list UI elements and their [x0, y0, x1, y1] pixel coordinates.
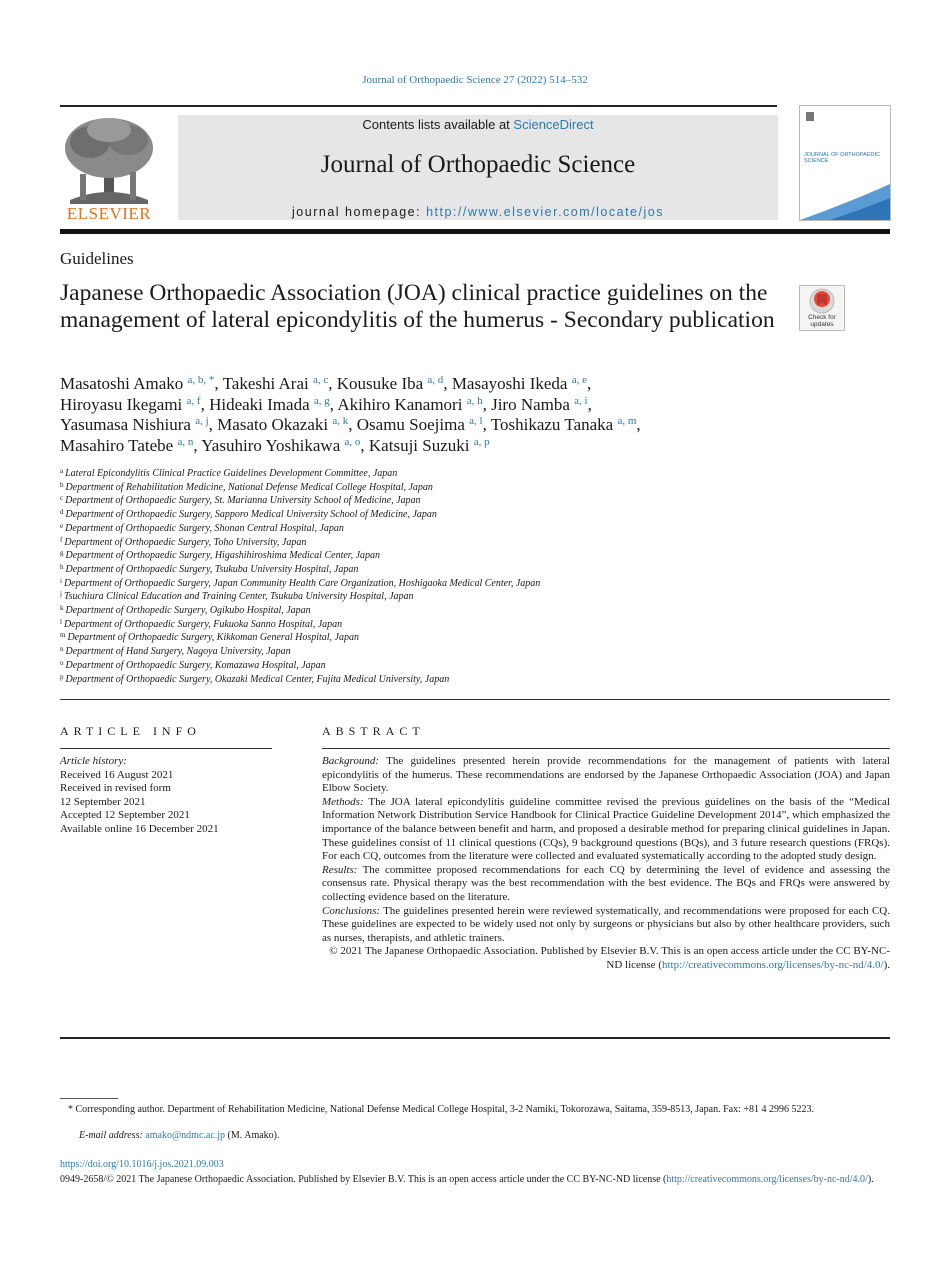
affiliation-item — [60, 508, 890, 522]
author-affiliation-marks[interactable]: a, h — [466, 394, 483, 407]
author-affiliation-marks[interactable]: a, n — [177, 435, 194, 448]
homepage-label: journal homepage: — [292, 205, 427, 219]
author-affiliation-marks[interactable]: a, k — [332, 415, 349, 427]
author-affiliation-marks[interactable]: a, i — [574, 394, 588, 407]
author-name: Osamu Soejima — [356, 415, 465, 434]
author — [491, 395, 588, 414]
affiliation-item — [60, 563, 890, 577]
author-affiliation-marks[interactable]: a, e — [571, 374, 587, 386]
background-text: The guidelines presented herein provide recommendations for the management of patients with lateral epicondylitis of the humerus. These recommendations are endorsed by the Japanese Orthopaedic Association (JOA) and Japan Elbow Society. — [322, 755, 890, 795]
email-line — [79, 1130, 280, 1141]
affiliation-text: Tsuchiura Clinical Education and Training Center, Tsukuba University Hospital, Japan — [63, 591, 414, 603]
author-affiliation-marks[interactable]: a, l — [469, 415, 483, 427]
author-name: Masayoshi Ikeda — [451, 374, 568, 393]
abstract-copyright — [322, 945, 890, 972]
affiliation-item — [60, 467, 890, 481]
conclusions-label: Conclusions: — [322, 904, 381, 917]
history-label: Article history: — [60, 755, 127, 767]
author-affiliation-marks[interactable]: a, o — [344, 435, 361, 448]
article-history — [60, 755, 290, 837]
affiliation-key: d — [60, 508, 64, 517]
footer-license-link[interactable]: http://creativecommons.org/licenses/by-nc-nd/4.0/ — [666, 1174, 868, 1185]
affiliations-rule — [60, 699, 890, 700]
affiliation-text: Department of Orthopaedic Surgery, Okazaki Medical Center, Fujita Medical University, Japan — [65, 673, 450, 685]
affiliation-item — [60, 645, 890, 659]
badge-label: Check for updates — [808, 314, 836, 328]
journal-banner — [178, 115, 778, 220]
affiliation-item — [60, 618, 890, 632]
author — [201, 436, 360, 455]
author-name: Hideaki Imada — [209, 394, 310, 414]
history-line: Received 16 August 2021 — [60, 768, 174, 781]
affiliation-text: Lateral Epicondylitis Clinical Practice Guidelines Development Committee, Japan — [65, 468, 398, 479]
homepage-link[interactable]: http://www.elsevier.com/locate/jos — [426, 205, 664, 219]
author-name: Hiroyasu Ikegami — [60, 394, 183, 414]
author-affiliation-marks[interactable]: a, d — [427, 374, 444, 386]
affiliation-item — [60, 631, 890, 645]
affiliation-text: Department of Orthopaedic Surgery, St. Marianna University School of Medicine, Japan — [65, 495, 421, 507]
author — [60, 374, 214, 393]
abstract-heading: ABSTRACT — [322, 724, 425, 738]
affiliation-key: b — [60, 480, 64, 489]
sciencedirect-link[interactable]: ScienceDirect — [513, 117, 594, 132]
affiliation-key: m — [60, 631, 66, 640]
issn-close: ). — [867, 1174, 874, 1185]
copyright-text: © 2021 The Japanese Orthopaedic Association. Published by Elsevier B.V. This is an open access article under the CC BY-NC-ND license ( — [329, 945, 890, 971]
author — [217, 415, 348, 434]
abstract-rule — [322, 748, 890, 749]
license-link[interactable]: http://creativecommons.org/licenses/by-nc-nd/4.0/ — [661, 958, 884, 971]
author-name: Yasumasa Nishiura — [60, 415, 191, 434]
affiliation-text: Department of Orthopaedic Surgery, Komazawa Hospital, Japan — [65, 659, 326, 671]
article-info-heading: ARTICLE INFO — [60, 724, 201, 738]
author — [60, 415, 209, 434]
author-affiliation-marks[interactable]: a, g — [313, 394, 330, 407]
affiliation-item — [60, 604, 890, 618]
author-list: Masatoshi Amako $^{a, b, *}$, Takeshi Arai $^{a, c}$, Kousuke Iba $^{a, d}$, Masayoshi Ikeda $^{a, e}$, Hiroyasu Ikegami $^{a, f}$, Hideaki Imada $^{a, g}$, Akihiro Kanamori $^{a, h}$, Jiro Namba $^{a, i}$, Yasumasa Nishiura $^{a, j}$, Masato Okazaki $^{a, k}$, Osamu Soejima $^{a, l}$, Toshikazu Tanaka $^{a, m}$, Masahiro Tatebe $^{a, n}$, Yasuhiro Yoshikawa $^{a, o}$, Katsuji Suzuki $^{a, p}$ — [60, 374, 641, 455]
elsevier-logo — [60, 114, 158, 222]
methods-text: The JOA lateral epicondylitis guideline committee revised the previous guidelines on the basis of the “Medical Information Network Distribution Service Handbook for Clinical Practice Guideline Development 2014”, which emphasized the importance of the balance between benefit and harm, and proposed a desirable method for preparing clinical guidelines in Japan. These guidelines consist of 11 clinical questions (CQs), 9 background questions (BQs), and 3 future research questions (FRQs). For each CQ, outcomes from the literature were collected and evaluated systematically according to the adopted study design. — [322, 795, 890, 863]
affiliation-item — [60, 590, 890, 604]
author-affiliation-marks[interactable]: a, p — [473, 435, 490, 448]
citation-link[interactable]: Journal of Orthopaedic Science 27 (2022) 514–532 — [362, 74, 588, 86]
masthead-bottom-rule — [60, 229, 890, 234]
affiliation-key: p — [60, 672, 64, 681]
history-line: Available online 16 December 2021 — [60, 822, 219, 835]
background-label: Background: — [322, 755, 380, 767]
results-label: Results: — [322, 863, 358, 876]
journal-cover-thumbnail[interactable] — [799, 105, 891, 221]
affiliation-list — [60, 467, 890, 686]
doi-link[interactable]: https://doi.org/10.1016/j.jos.2021.09.003 — [60, 1159, 224, 1170]
author-name: Kousuke Iba — [336, 374, 424, 393]
author — [452, 374, 587, 393]
email-link[interactable]: amako@ndmc.ac.jp — [145, 1130, 226, 1141]
article-info-rule — [60, 748, 272, 749]
affiliation-key: k — [60, 604, 64, 613]
author — [223, 374, 329, 393]
cover-brand: JOURNAL OF ORTHOPAEDIC SCIENCE — [804, 152, 880, 164]
author — [369, 436, 490, 455]
doi-line — [60, 1159, 224, 1170]
masthead-top-rule — [60, 105, 777, 107]
author-affiliation-marks[interactable]: a, c — [313, 374, 329, 386]
affiliation-text: Department of Orthopedic Surgery, Ogikubo Hospital, Japan — [65, 605, 311, 617]
author-name: Masato Okazaki — [217, 415, 329, 434]
author — [357, 415, 483, 434]
affiliation-key: h — [60, 562, 64, 571]
affiliation-item — [60, 494, 890, 508]
footnote-rule — [60, 1098, 118, 1099]
affiliation-text: Department of Orthopaedic Surgery, Shonan Central Hospital, Japan — [65, 522, 344, 534]
journal-name: Journal of Orthopaedic Science — [320, 151, 636, 178]
author — [337, 374, 444, 393]
affiliation-text: Department of Rehabilitation Medicine, National Defense Medical College Hospital, Japan — [65, 481, 433, 493]
author — [60, 395, 201, 414]
affiliation-key: e — [60, 521, 64, 530]
methods-label: Methods: — [322, 795, 364, 808]
affiliation-key: l — [60, 617, 62, 626]
author-affiliation-marks[interactable]: a, b, * — [187, 374, 215, 386]
author-name: Yasuhiro Yoshikawa — [201, 435, 341, 455]
contents-line — [178, 117, 778, 132]
affiliation-item — [60, 673, 890, 687]
affiliation-text: Department of Hand Surgery, Nagoya University, Japan — [65, 646, 291, 658]
email-suffix: (M. Amako). — [227, 1130, 280, 1141]
author-affiliation-marks[interactable]: a, f — [186, 394, 201, 407]
author-affiliation-marks[interactable]: a, j — [195, 415, 209, 427]
affiliation-key: j — [60, 590, 62, 599]
affiliation-text: Department of Orthopaedic Surgery, Tsukuba University Hospital, Japan — [65, 563, 359, 575]
history-line: 12 September 2021 — [60, 795, 146, 808]
article-title: Japanese Orthopaedic Association (JOA) clinical practice guidelines on the management of lateral epicondylitis of the humerus - Secondary publication — [60, 280, 775, 333]
affiliation-text: Department of Orthopaedic Surgery, Toho University, Japan — [64, 536, 307, 548]
affiliation-key: n — [60, 645, 64, 654]
author-name: Jiro Namba — [491, 394, 570, 414]
affiliation-key: c — [60, 494, 64, 503]
affiliation-key: f — [60, 535, 63, 544]
author-affiliation-marks[interactable]: a, m — [617, 415, 637, 427]
affiliation-text: Department of Orthopaedic Surgery, Japan Community Health Care Organization, Hoshigaoka Medical Center, Japan — [63, 577, 541, 589]
affiliation-item — [60, 549, 890, 563]
affiliation-text: Department of Orthopaedic Surgery, Kikkoman General Hospital, Japan — [67, 632, 359, 644]
affiliation-text: Department of Orthopaedic Surgery, Sapporo Medical University School of Medicine, Japan — [65, 509, 437, 521]
author — [337, 395, 482, 414]
author — [209, 395, 330, 414]
history-line: Received in revised form — [60, 782, 171, 795]
article-section-label: Guidelines — [60, 249, 134, 268]
copyright-close: ). — [883, 958, 890, 971]
affiliation-key: o — [60, 658, 64, 667]
abstract-methods — [322, 796, 890, 864]
affiliation-item — [60, 659, 890, 673]
check-for-updates-badge[interactable] — [799, 285, 845, 331]
affiliation-key: i — [60, 576, 62, 585]
affiliation-key: g — [60, 549, 64, 558]
history-line: Accepted 12 September 2021 — [60, 809, 190, 822]
author — [60, 436, 193, 455]
abstract-end-rule — [60, 1037, 890, 1039]
author — [491, 415, 637, 434]
author-name: Masahiro Tatebe — [60, 435, 174, 455]
email-label: E-mail address: — [79, 1130, 143, 1141]
elsevier-wordmark: ELSEVIER — [66, 204, 152, 223]
abstract-body — [322, 755, 890, 973]
author-name: Masatoshi Amako — [60, 374, 184, 393]
issn-license-line — [60, 1173, 890, 1187]
issn-text: 0949-2658/© 2021 The Japanese Orthopaedic Association. Published by Elsevier B.V. This is an open access article under the CC BY-NC-ND license ( — [60, 1174, 667, 1185]
homepage-line — [178, 205, 778, 219]
author-name: Toshikazu Tanaka — [490, 415, 614, 434]
affiliation-item — [60, 536, 890, 550]
abstract-background — [322, 755, 890, 796]
journal-citation[interactable] — [0, 74, 950, 86]
affiliation-key: a — [60, 467, 64, 475]
conclusions-text: The guidelines presented herein were reviewed systematically, and recommendations were proposed for each CQ. These guidelines are expected to be widely used not only by surgeons or physicians but also by other healthcare providers, such as nurses, therapists, and athletic trainers. — [322, 904, 890, 944]
affiliation-item — [60, 481, 890, 495]
affiliation-text: Department of Orthopaedic Surgery, Fukuoka Sanno Hospital, Japan — [63, 618, 343, 630]
affiliation-item — [60, 522, 890, 536]
affiliation-item — [60, 577, 890, 591]
results-text: The committee proposed recommendations for each CQ by determining the level of evidence and assessing the consensus rate. Physical therapy was the best recommendation with the best evidence. The BQs and FRQs were answered by collecting evidence based on the literature. — [322, 863, 890, 903]
author-name: Akihiro Kanamori — [337, 394, 463, 414]
abstract-conclusions — [322, 905, 890, 946]
author-name: Katsuji Suzuki — [368, 435, 470, 455]
corresponding-author-note: * Corresponding author. Department of Rehabilitation Medicine, National Defense Medical College Hospital, 3-2 Namiki, Tokorozawa, Saitama, 359-8513, Japan. Fax: +81 4 2996 5223. — [68, 1104, 814, 1115]
affiliation-text: Department of Orthopaedic Surgery, Higashihiroshima Medical Center, Japan — [65, 550, 381, 562]
abstract-results — [322, 864, 890, 905]
author-name: Takeshi Arai — [222, 374, 309, 393]
contents-prefix: Contents lists available at — [362, 117, 514, 132]
